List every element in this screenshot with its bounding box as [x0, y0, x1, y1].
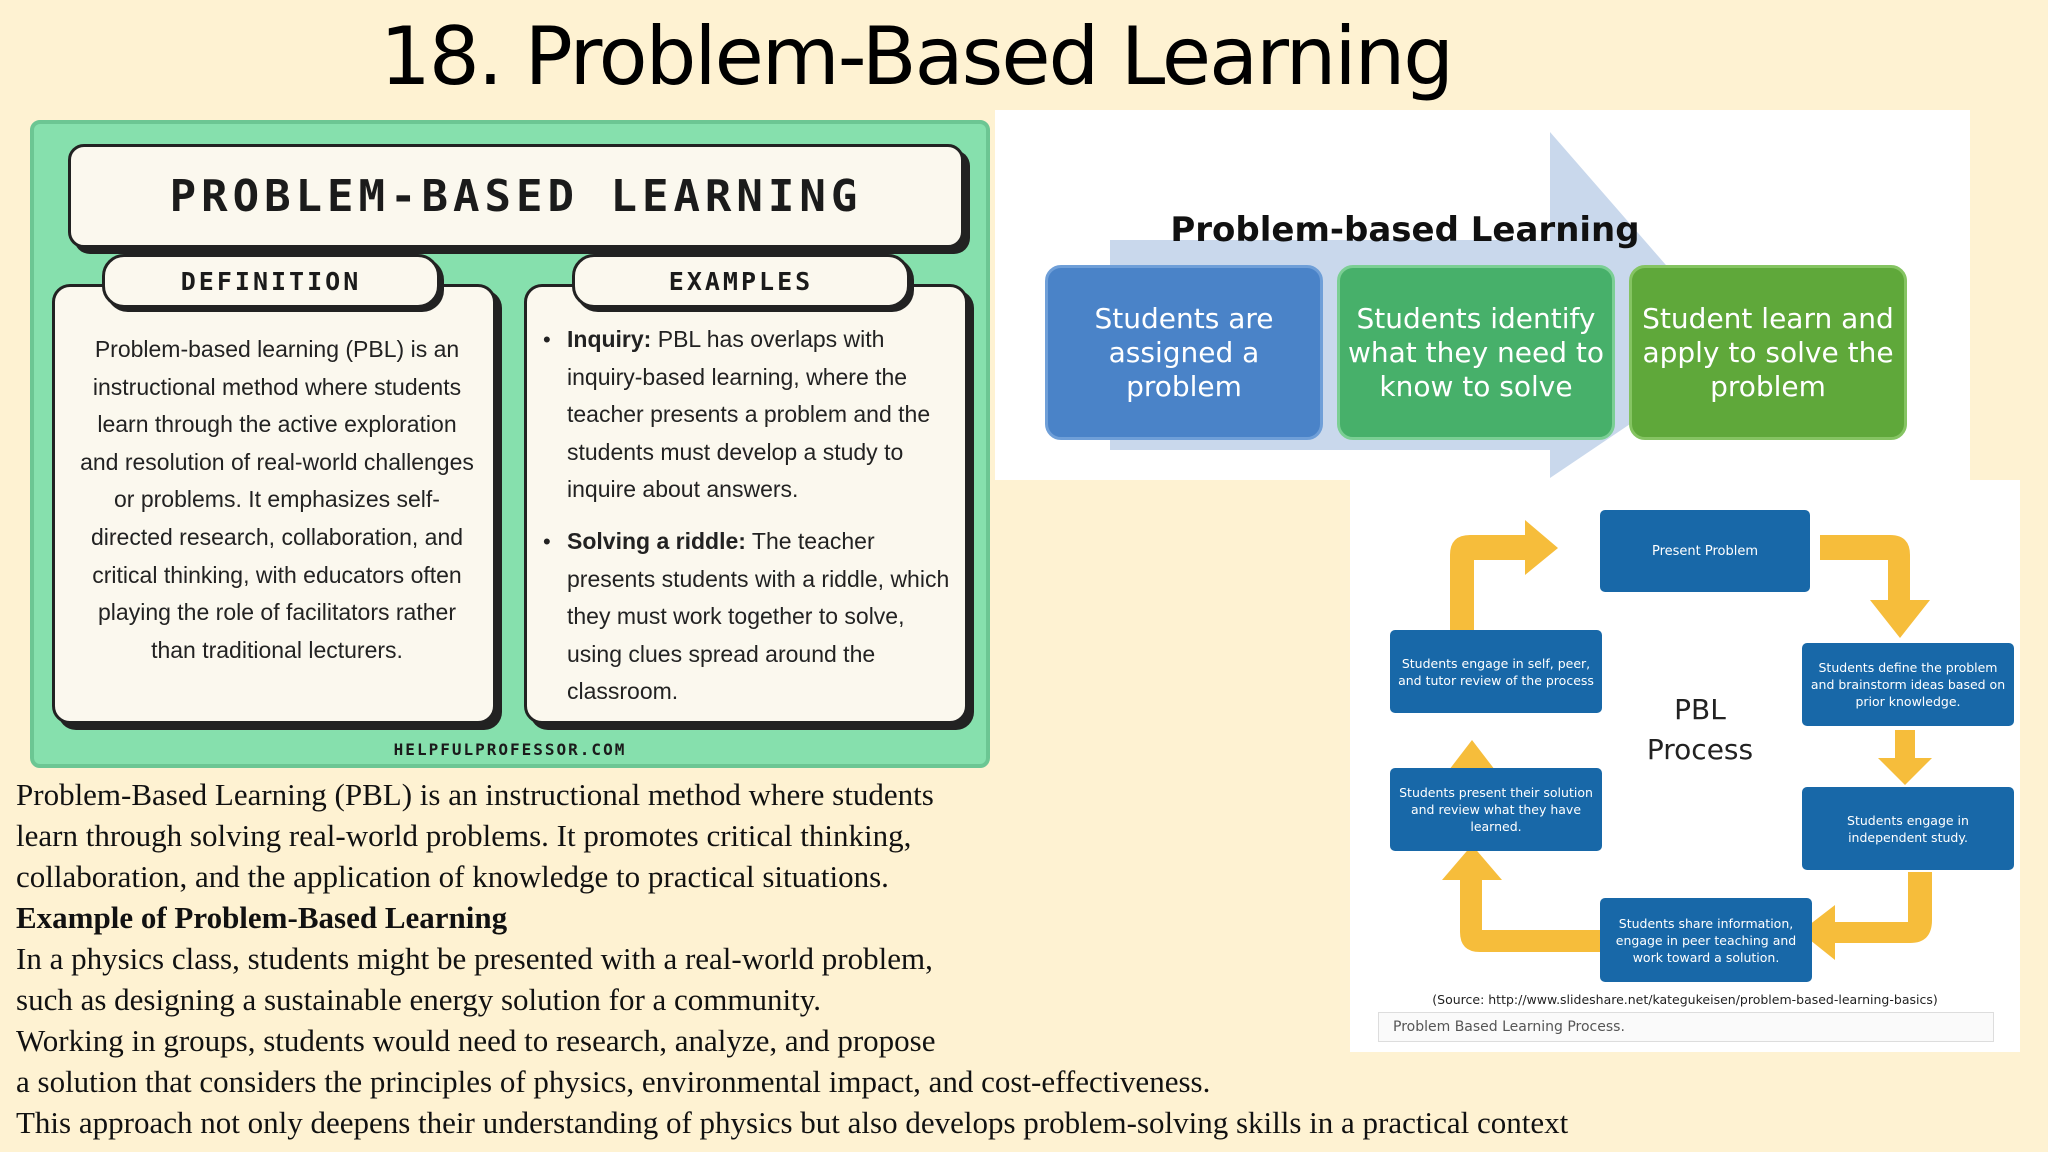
arrow-right-down	[1878, 730, 1932, 785]
cycle-center-line1: PBL	[1674, 693, 1726, 726]
example-line: a solution that considers the principles of physics, environmental impact, and cost-effectiveness.	[16, 1064, 1211, 1099]
example-line: This approach not only deepens their understanding of physics but also develops problem-solving skills in a practical context	[16, 1105, 1569, 1140]
infographic-header: PROBLEM-BASED LEARNING	[68, 144, 964, 248]
definition-card	[52, 284, 496, 724]
example-line: such as designing a sustainable energy solution for a community.	[16, 982, 821, 1017]
example-heading: Example of Problem-Based Learning	[16, 900, 508, 935]
flow-step-2: Students identify what they need to know to solve	[1337, 265, 1615, 440]
body-line: Problem-Based Learning (PBL) is an instructional method where students	[16, 777, 934, 812]
examples-card	[524, 284, 968, 724]
cycle-node-present-problem: Present Problem	[1600, 510, 1810, 592]
cycle-caption: Problem Based Learning Process.	[1378, 1012, 1994, 1042]
flow-step-1: Students are assigned a problem	[1045, 265, 1323, 440]
cycle-node-independent-study: Students engage in independent study.	[1802, 787, 2014, 870]
pbl-infographic	[30, 120, 990, 768]
body-line: learn through solving real-world problems. It promotes critical thinking,	[16, 818, 912, 853]
definition-label: DEFINITION	[102, 254, 440, 308]
cycle-node-define-problem: Students define the problem and brainstorm ideas based on prior knowledge.	[1802, 643, 2014, 726]
cycle-node-share-information: Students share information, engage in peer teaching and work toward a solution.	[1600, 898, 1812, 982]
infographic-footer: HELPFULPROFESSOR.COM	[393, 740, 627, 759]
example-line: In a physics class, students might be presented with a real-world problem,	[16, 941, 933, 976]
definition-text: Problem-based learning (PBL) is an instructional method where students learn through the active exploration and resolution of real-world challenges or problems. It emphasizes self-directed research, collaboration, and critical thinking, with educators often playing the role of facilitators rather than traditional lecturers.	[80, 336, 474, 663]
flow-step-3: Student learn and apply to solve the problem	[1629, 265, 1907, 440]
flow-title: Problem-based Learning	[1170, 210, 1640, 250]
body-text	[16, 774, 1716, 1143]
arrow-bottom-right	[1800, 872, 1932, 960]
body-line: collaboration, and the application of knowledge to practical situations.	[16, 859, 889, 894]
cycle-center-label	[1620, 690, 1780, 770]
arrow-top-right	[1820, 535, 1930, 638]
example-item	[541, 321, 951, 509]
cycle-source-citation: (Source: http://www.slideshare.net/kategukeisen/problem-based-learning-basics)	[1432, 992, 1938, 1007]
cycle-node-review-process: Students engage in self, peer, and tutor review of the process	[1390, 630, 1602, 713]
bullet-icon: •	[543, 327, 551, 352]
example-text: The teacher presents students with a riddle, which they must work together to solve, using clues spread around the classroom.	[567, 527, 950, 705]
cycle-center-line2: Process	[1646, 733, 1754, 766]
slide-title: 18. Problem-Based Learning	[380, 10, 1453, 103]
bullet-icon: •	[543, 528, 551, 554]
example-item	[541, 523, 951, 711]
arrow-top-left	[1450, 520, 1558, 638]
example-term: Inquiry:	[567, 326, 652, 352]
cycle-node-present-solution: Students present their solution and review what they have learned.	[1390, 768, 1602, 851]
examples-label: EXAMPLES	[572, 254, 910, 308]
example-term: Solving a riddle:	[567, 527, 746, 554]
example-text: PBL has overlaps with inquiry-based learning, where the teacher presents a problem and the students must develop a study to inquire about answers.	[567, 326, 931, 503]
example-line: Working in groups, students would need to research, analyze, and propose	[16, 1023, 936, 1058]
flow-diagram	[995, 110, 1970, 480]
examples-list	[541, 321, 951, 725]
